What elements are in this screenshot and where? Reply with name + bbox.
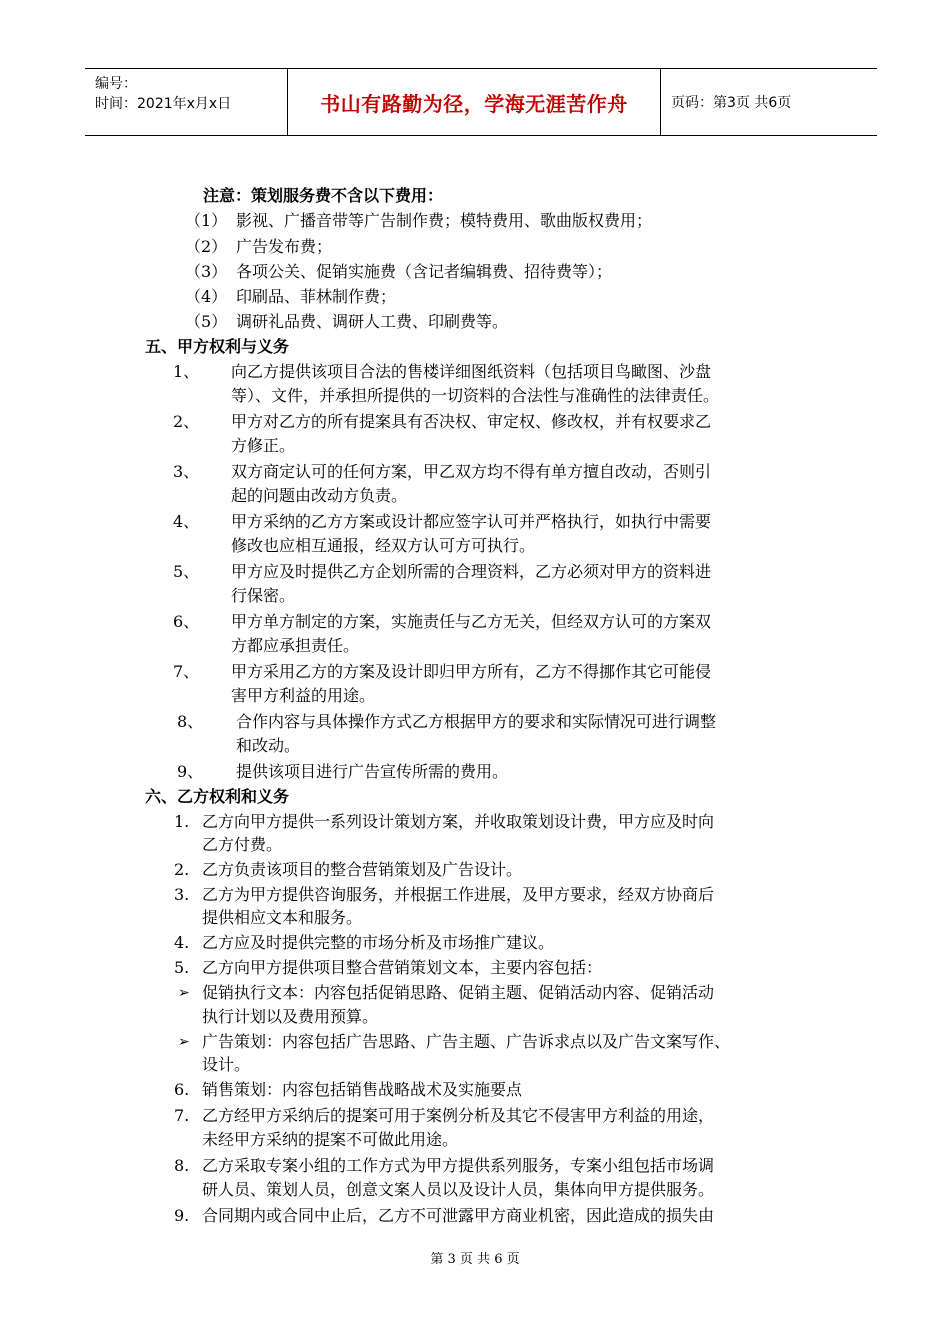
list-item-line2: 提供相应文本和服务。 — [202, 908, 363, 927]
notice-item-text: 印刷品、菲林制作费； — [236, 287, 397, 306]
list-item-number: 4. — [174, 933, 190, 952]
section-5-title: 五、甲方权利与义务 — [145, 337, 290, 356]
list-item-number: 8、 — [177, 712, 204, 731]
bullet-line1: 广告策划：内容包括广告思路、广告主题、广告诉求点以及广告文案写作、 — [202, 1032, 731, 1051]
list-item-line1: 甲方采纳的乙方方案或设计都应签字认可并严格执行，如执行中需要 — [231, 512, 712, 531]
list-item-line2: 修改也应相互通报，经双方认可方可执行。 — [231, 536, 536, 555]
list-item-line1: 销售策划：内容包括销售战略战术及实施要点 — [202, 1080, 523, 1099]
list-item-line2: 和改动。 — [236, 736, 301, 755]
notice-item-number: （3） — [185, 262, 228, 281]
notice-item-number: （5） — [185, 312, 228, 331]
list-item-line1: 提供该项目进行广告宣传所需的费用。 — [236, 762, 509, 781]
list-item-number: 1、 — [173, 362, 200, 381]
page-header — [85, 68, 877, 136]
list-item-line1: 乙方经甲方采纳后的提案可用于案例分析及其它不侵害甲方利益的用途， — [202, 1106, 715, 1125]
list-item-line1: 乙方负责该项目的整合营销策划及广告设计。 — [202, 860, 523, 879]
notice-item-text: 调研礼品费、调研人工费、印刷费等。 — [236, 312, 509, 331]
list-item-line2: 乙方付费。 — [202, 835, 283, 854]
header-meta-cell — [85, 69, 288, 135]
list-item-line2: 起的问题由改动方负责。 — [231, 486, 408, 505]
notice-item-text: 影视、广播音带等广告制作费；模特费用、歌曲版权费用； — [236, 211, 653, 230]
list-item-line1: 乙方向甲方提供项目整合营销策划文本，主要内容包括： — [202, 958, 603, 977]
list-item-number: 5、 — [173, 562, 200, 581]
list-item-line2: 害甲方利益的用途。 — [231, 686, 376, 705]
list-item-line2: 行保密。 — [231, 586, 296, 605]
doc-date-label: 时间：2021年x月x日 — [95, 96, 232, 112]
list-item-line1: 甲方单方制定的方案，实施责任与乙方无关，但经双方认可的方案双 — [231, 612, 712, 631]
list-item-line1: 合作内容与具体操作方式乙方根据甲方的要求和实际情况可进行调整 — [236, 712, 717, 731]
list-item-number: 3、 — [173, 462, 200, 481]
bullet-line2: 设计。 — [202, 1055, 251, 1074]
list-item-number: 9、 — [177, 762, 204, 781]
bullet-arrow-icon: ➢ — [178, 985, 190, 1001]
list-item-line1: 甲方应及时提供乙方企划所需的合理资料，乙方必须对甲方的资料进 — [231, 562, 712, 581]
section-6-title: 六、乙方权利和义务 — [145, 787, 290, 806]
list-item-number: 6、 — [173, 612, 200, 631]
list-item-line1: 甲方对乙方的所有提案具有否决权、审定权、修改权，并有权要求乙 — [231, 412, 712, 431]
list-item-line1: 向乙方提供该项目合法的售楼详细图纸资料（包括项目鸟瞰图、沙盘 — [231, 362, 712, 381]
header-page-label: 页码：第3页 共6页 — [671, 95, 792, 111]
list-item-number: 2. — [174, 860, 190, 879]
list-item-number: 6. — [174, 1080, 190, 1099]
bullet-line1: 促销执行文本：内容包括促销思路、促销主题、促销活动内容、促销活动 — [202, 983, 715, 1002]
notice-item-text: 各项公关、促销实施费（含记者编辑费、招待费等）； — [236, 262, 613, 281]
notice-item-number: （1） — [185, 211, 228, 230]
notice-item-number: （4） — [185, 287, 228, 306]
list-item-number: 7. — [174, 1106, 190, 1125]
bullet-arrow-icon: ➢ — [178, 1034, 190, 1050]
list-item-line1: 合同期内或合同中止后，乙方不可泄露甲方商业机密，因此造成的损失由 — [202, 1206, 715, 1225]
list-item-line2: 等）、文件，并承担所提供的一切资料的合法性与准确性的法律责任。 — [231, 386, 720, 405]
notice-item-text: 广告发布费； — [236, 237, 333, 256]
doc-number-label: 编号： — [95, 76, 137, 92]
list-item-number: 4、 — [173, 512, 200, 531]
list-item-number: 5. — [174, 958, 190, 977]
notice-item-number: （2） — [185, 237, 228, 256]
list-item-number: 1. — [174, 812, 190, 831]
list-item-number: 2、 — [173, 412, 200, 431]
list-item-line2: 方都应承担责任。 — [231, 636, 360, 655]
list-item-line1: 乙方采取专案小组的工作方式为甲方提供系列服务，专案小组包括市场调 — [202, 1156, 715, 1175]
list-item-line1: 甲方采用乙方的方案及设计即归甲方所有，乙方不得挪作其它可能侵 — [231, 662, 712, 681]
bullet-line2: 执行计划以及费用预算。 — [202, 1007, 379, 1026]
list-item-number: 7、 — [173, 662, 200, 681]
list-item-line1: 乙方应及时提供完整的市场分析及市场推广建议。 — [202, 933, 555, 952]
list-item-line2: 研人员、策划人员，创意文案人员以及设计人员，集体向甲方提供服务。 — [202, 1180, 715, 1199]
list-item-number: 9. — [174, 1206, 190, 1225]
list-item-line1: 乙方为甲方提供咨询服务，并根据工作进展，及甲方要求，经双方协商后 — [202, 885, 715, 904]
list-item-number: 8. — [174, 1156, 190, 1175]
list-item-line1: 乙方向甲方提供一系列设计策划方案，并收取策划设计费，甲方应及时向 — [202, 812, 715, 831]
list-item-line1: 双方商定认可的任何方案，甲乙双方均不得有单方擅自改动，否则引 — [231, 462, 712, 481]
list-item-line2: 未经甲方采纳的提案不可做此用途。 — [202, 1130, 459, 1149]
page-footer: 第 3 页 共 6 页 — [430, 1252, 520, 1267]
header-motto: 书山有路勤为径，学海无涯苦作舟 — [288, 69, 661, 135]
list-item-number: 3. — [174, 885, 190, 904]
notice-title: 注意：策划服务费不含以下费用： — [203, 186, 444, 205]
list-item-line2: 方修正。 — [231, 436, 296, 455]
